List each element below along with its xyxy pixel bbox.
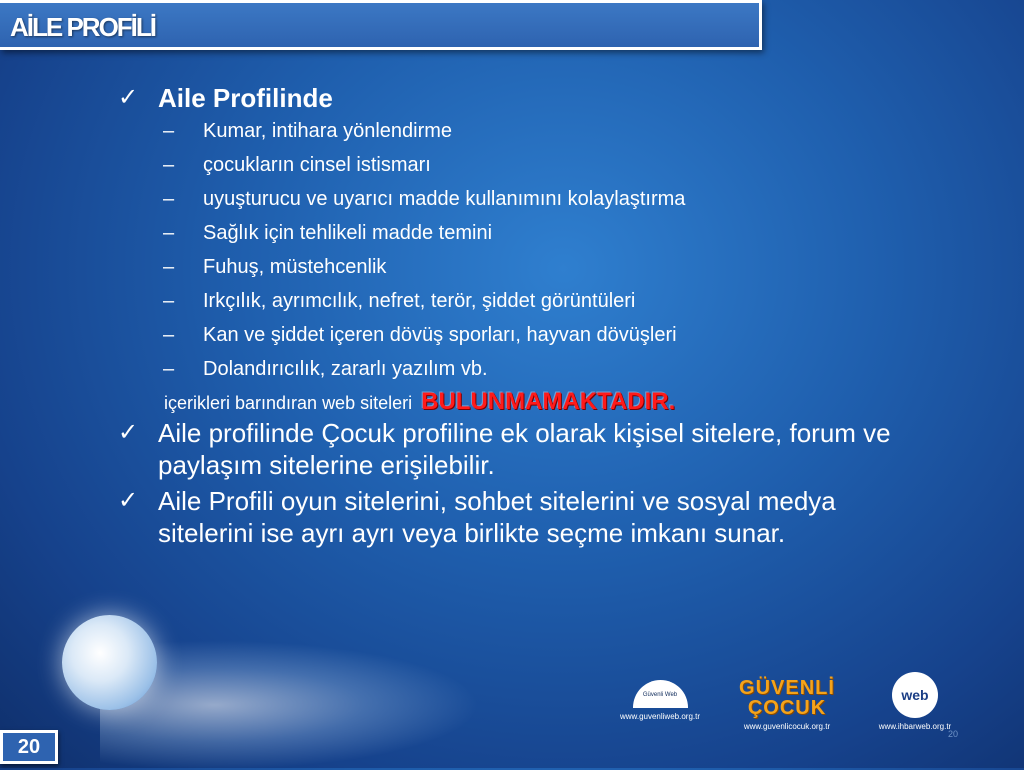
partner-logos [610,672,1010,752]
bullet-2-text: Aile profilinde Çocuk profiline ek olarak kişisel sitelere, forum ve paylaşım sitelerine erişilebilir. [158,418,891,480]
dash-icon: – [163,256,175,278]
dash-icon: – [163,120,175,142]
checkmark-icon: ✓ [118,487,139,514]
dash-icon: – [163,188,175,210]
page-number-box [0,730,58,764]
slide-content [118,82,898,549]
note-prefix: içerikleri barındıran web siteleri [164,393,413,413]
dash-icon: – [163,358,175,380]
bullet-3 [118,485,898,549]
dash-icon: – [163,154,175,176]
umbrella-icon: Güvenli Web [633,680,688,708]
globe-image [62,615,157,710]
subitem: – Kan ve şiddet içeren dövüş sporları, hayvan dövüşleri [118,318,898,352]
bullet-2 [118,417,898,481]
subitem: – uyuşturucu ve uyarıcı madde kullanımını kolaylaştırma [118,182,898,216]
bullet-3-text: Aile Profili oyun sitelerini, sohbet sitelerini ve sosyal medya sitelerini ise ayrı ayrı veya birlikte seçme imkanı sunar. [158,486,836,548]
subitem: – çocukların cinsel istismarı [118,148,898,182]
guvenliweb-logo [610,680,710,721]
note-emphasis: BULUNMAMAKTADIR. [421,388,676,415]
guvenlicocuk-name: GÜVENLİ ÇOCUK [739,677,835,719]
decorative-wave [100,640,480,770]
subitem: – Irkçılık, ayrımcılık, nefret, terör, şiddet görüntüleri [118,284,898,318]
page-number: 20 [17,736,41,758]
checkmark-icon: ✓ [118,84,139,111]
checkmark-icon: ✓ [118,419,139,446]
page-title: AİLE PROFİLİ [10,12,155,42]
subitem: – Sağlık için tehlikeli madde temini [118,216,898,250]
subitem: – Dolandırıcılık, zararlı yazılım vb. [118,352,898,386]
title-bar [0,0,762,50]
ihbarweb-icon: web [892,672,938,718]
ihbarweb-url: www.ihbarweb.org.tr [878,722,952,731]
bullet-1-text: Aile Profilinde [158,83,333,113]
subitem: – Kumar, intihara yönlendirme [118,114,898,148]
guvenliweb-url: www.guvenliweb.org.tr [619,712,701,721]
dash-icon: – [163,324,175,346]
dash-icon: – [163,290,175,312]
bullet-1 [118,82,898,114]
note-line [118,388,898,417]
guvenlicocuk-logo [732,678,842,731]
guvenlicocuk-url: www.guvenlicocuk.org.tr [743,722,831,731]
small-page-number: 20 [948,729,959,739]
ihbarweb-logo [865,672,965,731]
subitem: – Fuhuş, müstehcenlik [118,250,898,284]
dash-icon: – [163,222,175,244]
